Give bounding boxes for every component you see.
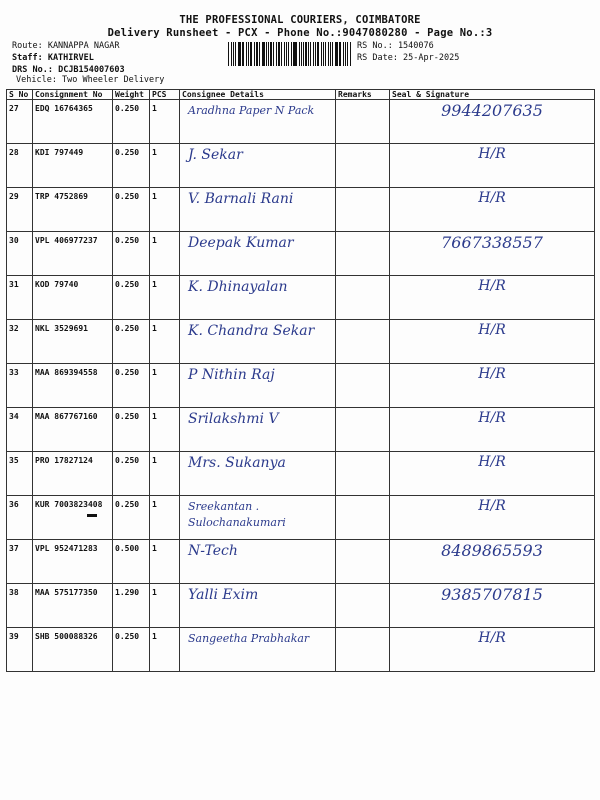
row-sno-cell xyxy=(7,188,33,232)
barcode-bar xyxy=(238,42,240,66)
row-sno-cell xyxy=(7,408,33,452)
row-signature-cell xyxy=(390,452,595,496)
barcode-bar xyxy=(250,42,251,66)
row-consignee: P Nithin Raj xyxy=(188,367,275,383)
row-sno: 39 xyxy=(9,632,19,641)
barcode-bar xyxy=(288,42,289,66)
row-pcs-cell xyxy=(150,496,180,540)
barcode-bar xyxy=(256,42,258,66)
row-consignment: VPL 952471283 xyxy=(35,544,98,553)
row-weight-cell xyxy=(113,628,150,672)
row-consignment-cell xyxy=(33,100,113,144)
row-remarks-cell xyxy=(336,276,390,320)
barcode-bar xyxy=(310,42,311,66)
runsheet-subtitle: Delivery Runsheet - PCX - Phone No.:9047080280 - Page No.:3 xyxy=(107,27,493,39)
row-weight: 0.250 xyxy=(115,104,140,113)
row-sno-cell xyxy=(7,628,33,672)
barcode-bar xyxy=(231,42,232,66)
barcode-bar xyxy=(278,42,280,66)
row-weight: 0.250 xyxy=(115,236,140,245)
barcode-bar xyxy=(246,42,247,66)
staff-label: Staff: KATHIRVEL xyxy=(12,53,94,63)
barcode-bar xyxy=(303,42,304,66)
barcode-bar xyxy=(305,42,306,66)
row-signature: H/R xyxy=(478,498,506,514)
drs-value: DCJB154007603 xyxy=(58,65,125,75)
runsheet-table xyxy=(6,89,595,672)
row-pcs: 1 xyxy=(152,500,157,509)
col-weight: Weight xyxy=(113,90,150,100)
row-remarks-cell xyxy=(336,584,390,628)
table-row xyxy=(7,188,595,232)
row-consignee-cell xyxy=(180,628,336,672)
barcode-bar xyxy=(266,42,267,66)
row-consignment-cell xyxy=(33,320,113,364)
row-signature-cell xyxy=(390,364,595,408)
row-pcs: 1 xyxy=(152,192,157,201)
row-sno-cell xyxy=(7,540,33,584)
row-signature: 8489865593 xyxy=(441,541,543,560)
row-consignee-cell xyxy=(180,584,336,628)
row-sno-cell xyxy=(7,584,33,628)
row-sno-cell xyxy=(7,232,33,276)
row-pcs: 1 xyxy=(152,544,157,553)
row-pcs-cell xyxy=(150,408,180,452)
row-consignment-cell xyxy=(33,364,113,408)
row-consignee: Srilakshmi V xyxy=(188,411,279,427)
row-weight: 0.250 xyxy=(115,412,140,421)
barcode-bar xyxy=(317,42,319,66)
row-consignment: EDQ 16764365 xyxy=(35,104,93,113)
row-consignment: KOD 79740 xyxy=(35,280,79,289)
col-consignee: Consignee Details xyxy=(180,90,336,100)
row-consignee: K. Dhinayalan xyxy=(188,279,288,295)
row-consignment-cell xyxy=(33,408,113,452)
row-weight-cell xyxy=(113,496,150,540)
table-row xyxy=(7,584,595,628)
row-weight: 0.250 xyxy=(115,324,140,333)
row-consignment-cell xyxy=(33,496,113,540)
row-signature-cell xyxy=(390,100,595,144)
row-remarks-cell xyxy=(336,100,390,144)
row-sno-cell xyxy=(7,320,33,364)
row-signature: H/R xyxy=(478,630,506,646)
barcode-bar xyxy=(228,42,229,66)
company-title: THE PROFESSIONAL COURIERS, COIMBATORE xyxy=(179,14,421,26)
row-weight-cell xyxy=(113,452,150,496)
row-consignee: J. Sekar xyxy=(188,147,243,163)
row-sno-cell xyxy=(7,100,33,144)
row-weight-cell xyxy=(113,408,150,452)
row-remarks-cell xyxy=(336,144,390,188)
row-pcs-cell xyxy=(150,540,180,584)
row-pcs: 1 xyxy=(152,412,157,421)
route-label: Route: KANNAPPA NAGAR xyxy=(12,41,120,51)
barcode-bar xyxy=(276,42,277,66)
row-signature: H/R xyxy=(478,366,506,382)
row-pcs-cell xyxy=(150,364,180,408)
barcode-bar xyxy=(263,42,264,66)
barcode-bar xyxy=(248,42,249,66)
row-consignee-cell xyxy=(180,144,336,188)
row-weight: 0.250 xyxy=(115,148,140,157)
row-signature: H/R xyxy=(478,278,506,294)
barcode-bar xyxy=(233,42,234,66)
row-consignment-cell xyxy=(33,584,113,628)
row-consignment-cell xyxy=(33,452,113,496)
row-consignee: Yalli Exim xyxy=(188,587,259,603)
row-consignment-cell xyxy=(33,628,113,672)
row-weight-cell xyxy=(113,100,150,144)
barcode-bar xyxy=(325,42,326,66)
row-sno-cell xyxy=(7,452,33,496)
barcode-bar xyxy=(281,42,282,66)
row-pcs-cell xyxy=(150,276,180,320)
barcode-bar xyxy=(350,42,351,66)
row-pcs: 1 xyxy=(152,236,157,245)
row-sno: 30 xyxy=(9,236,19,245)
row-signature: 9385707815 xyxy=(441,585,543,604)
row-weight-cell xyxy=(113,232,150,276)
row-sno: 36 xyxy=(9,500,19,509)
table-row xyxy=(7,496,595,540)
row-weight: 0.250 xyxy=(115,500,140,509)
col-pcs: PCS xyxy=(150,90,180,100)
table-row xyxy=(7,540,595,584)
row-signature-cell xyxy=(390,232,595,276)
row-remarks-cell xyxy=(336,408,390,452)
row-remarks-cell xyxy=(336,540,390,584)
row-consignee-cell xyxy=(180,408,336,452)
barcode-bar xyxy=(299,42,300,66)
row-sno: 31 xyxy=(9,280,19,289)
row-consignment: MAA 867767160 xyxy=(35,412,98,421)
barcode-bar xyxy=(259,42,260,66)
row-sno-cell xyxy=(7,144,33,188)
barcode-bar xyxy=(235,42,236,66)
row-consignee-cell xyxy=(180,100,336,144)
table-row xyxy=(7,364,595,408)
row-consignee-cell xyxy=(180,364,336,408)
row-consignee: Deepak Kumar xyxy=(188,235,294,251)
row-sno: 37 xyxy=(9,544,19,553)
row-weight: 0.250 xyxy=(115,456,140,465)
barcode-bar xyxy=(335,42,336,66)
row-signature-cell xyxy=(390,540,595,584)
row-consignment: VPL 406977237 xyxy=(35,236,98,245)
dash-mark xyxy=(87,514,97,517)
row-remarks-cell xyxy=(336,188,390,232)
row-consignee-cell xyxy=(180,188,336,232)
row-remarks-cell xyxy=(336,496,390,540)
barcode-bar xyxy=(254,42,255,66)
row-pcs-cell xyxy=(150,188,180,232)
barcode-bar xyxy=(323,42,324,66)
row-weight-cell xyxy=(113,188,150,232)
table-row xyxy=(7,408,595,452)
table-header-row xyxy=(7,90,595,100)
row-sno: 27 xyxy=(9,104,19,113)
barcode-bar xyxy=(273,42,274,66)
table-row xyxy=(7,276,595,320)
row-sno: 28 xyxy=(9,148,19,157)
barcode-bar xyxy=(321,42,322,66)
row-consignee: Sangeetha Prabhakar xyxy=(188,632,310,645)
barcode-bar xyxy=(347,42,348,66)
row-signature-cell xyxy=(390,144,595,188)
barcode-bar xyxy=(262,42,263,66)
barcode-bar xyxy=(291,42,292,66)
barcode-image xyxy=(228,42,352,66)
barcode-bar xyxy=(339,42,341,66)
barcode-bar xyxy=(284,42,285,66)
row-weight: 0.250 xyxy=(115,280,140,289)
barcode-bar xyxy=(315,42,316,66)
table-row xyxy=(7,232,595,276)
barcode-bar xyxy=(345,42,346,66)
row-consignee: Mrs. Sukanya xyxy=(188,455,286,471)
row-weight-cell xyxy=(113,276,150,320)
row-remarks-cell xyxy=(336,364,390,408)
row-consignment: SHB 500088326 xyxy=(35,632,98,641)
row-weight-cell xyxy=(113,540,150,584)
row-consignment: KUR 7003823408 xyxy=(35,500,103,509)
row-weight: 0.250 xyxy=(115,632,140,641)
row-signature-cell xyxy=(390,584,595,628)
row-signature-cell xyxy=(390,320,595,364)
row-remarks-cell xyxy=(336,452,390,496)
row-consignee: Sreekantan . Sulochanakumari xyxy=(188,500,286,529)
row-sno-cell xyxy=(7,496,33,540)
row-remarks-cell xyxy=(336,628,390,672)
row-consignee-cell xyxy=(180,540,336,584)
row-sno: 33 xyxy=(9,368,19,377)
row-signature-cell xyxy=(390,408,595,452)
barcode-bar xyxy=(293,42,294,66)
row-consignment-cell xyxy=(33,540,113,584)
row-pcs: 1 xyxy=(152,632,157,641)
row-consignment: NKL 3529691 xyxy=(35,324,88,333)
row-weight-cell xyxy=(113,584,150,628)
row-signature: H/R xyxy=(478,454,506,470)
row-pcs-cell xyxy=(150,232,180,276)
row-consignee-cell xyxy=(180,320,336,364)
barcode-bar xyxy=(301,42,302,66)
row-sno: 32 xyxy=(9,324,19,333)
rs-number: RS No.: 1540076 xyxy=(357,41,434,51)
barcode-bar xyxy=(343,42,344,66)
barcode-bar xyxy=(336,42,337,66)
row-sno-cell xyxy=(7,276,33,320)
row-pcs-cell xyxy=(150,320,180,364)
row-pcs-cell xyxy=(150,628,180,672)
row-weight: 0.250 xyxy=(115,368,140,377)
row-pcs: 1 xyxy=(152,588,157,597)
col-sno: S No xyxy=(7,90,33,100)
row-consignee-cell xyxy=(180,276,336,320)
row-signature: 9944207635 xyxy=(441,101,543,120)
row-pcs: 1 xyxy=(152,104,157,113)
row-signature: H/R xyxy=(478,190,506,206)
row-weight: 1.290 xyxy=(115,588,140,597)
row-consignment-cell xyxy=(33,144,113,188)
barcode-bar xyxy=(330,42,331,66)
row-consignment: MAA 575177350 xyxy=(35,588,98,597)
row-pcs: 1 xyxy=(152,280,157,289)
barcode-bar xyxy=(308,42,309,66)
row-sno-cell xyxy=(7,364,33,408)
row-sno: 34 xyxy=(9,412,19,421)
row-signature: 7667338557 xyxy=(441,233,543,252)
row-consignee-cell xyxy=(180,452,336,496)
row-consignment: TRP 4752869 xyxy=(35,192,88,201)
table-row xyxy=(7,452,595,496)
row-consignee-cell xyxy=(180,232,336,276)
row-pcs-cell xyxy=(150,100,180,144)
rs-date: RS Date: 25-Apr-2025 xyxy=(357,53,460,63)
barcode-bar xyxy=(270,42,271,66)
row-consignment: PRO 17827124 xyxy=(35,456,93,465)
row-sno: 38 xyxy=(9,588,19,597)
drs-label: DRS No.: xyxy=(12,65,53,75)
row-sno: 29 xyxy=(9,192,19,201)
row-weight: 0.250 xyxy=(115,192,140,201)
table-row xyxy=(7,628,595,672)
vehicle-label: Vehicle: Two Wheeler Delivery xyxy=(16,75,165,85)
row-consignee: N-Tech xyxy=(188,543,238,559)
barcode-bar xyxy=(313,42,314,66)
row-signature-cell xyxy=(390,188,595,232)
row-weight-cell xyxy=(113,144,150,188)
row-remarks-cell xyxy=(336,232,390,276)
table-row xyxy=(7,320,595,364)
row-sno: 35 xyxy=(9,456,19,465)
table-row xyxy=(7,144,595,188)
row-weight-cell xyxy=(113,364,150,408)
col-consignment: Consignment No xyxy=(33,90,113,100)
table-row xyxy=(7,100,595,144)
col-signature: Seal & Signature xyxy=(390,90,595,100)
barcode-bar xyxy=(328,42,329,66)
row-signature: H/R xyxy=(478,146,506,162)
row-remarks-cell xyxy=(336,320,390,364)
row-consignee: Aradhna Paper N Pack xyxy=(188,104,315,117)
row-signature-cell xyxy=(390,628,595,672)
row-consignee: V. Barnali Rani xyxy=(188,191,294,207)
barcode-bar xyxy=(294,42,296,66)
row-pcs: 1 xyxy=(152,456,157,465)
row-signature: H/R xyxy=(478,322,506,338)
row-pcs-cell xyxy=(150,584,180,628)
row-signature-cell xyxy=(390,496,595,540)
row-weight-cell xyxy=(113,320,150,364)
barcode-bar xyxy=(332,42,333,66)
row-pcs: 1 xyxy=(152,148,157,157)
row-consignee: K. Chandra Sekar xyxy=(188,323,315,339)
barcode-bar xyxy=(242,42,243,66)
row-pcs: 1 xyxy=(152,368,157,377)
row-pcs: 1 xyxy=(152,324,157,333)
col-remarks: Remarks xyxy=(336,90,390,100)
row-consignment: MAA 869394558 xyxy=(35,368,98,377)
row-signature: H/R xyxy=(478,410,506,426)
row-signature-cell xyxy=(390,276,595,320)
barcode-bar xyxy=(286,42,287,66)
row-pcs-cell xyxy=(150,144,180,188)
row-consignment-cell xyxy=(33,276,113,320)
barcode-bar xyxy=(243,42,244,66)
row-pcs-cell xyxy=(150,452,180,496)
row-consignment-cell xyxy=(33,232,113,276)
row-consignment-cell xyxy=(33,188,113,232)
row-weight: 0.500 xyxy=(115,544,140,553)
row-consignment: KDI 797449 xyxy=(35,148,84,157)
row-consignee-cell xyxy=(180,496,336,540)
barcode-bar xyxy=(268,42,269,66)
